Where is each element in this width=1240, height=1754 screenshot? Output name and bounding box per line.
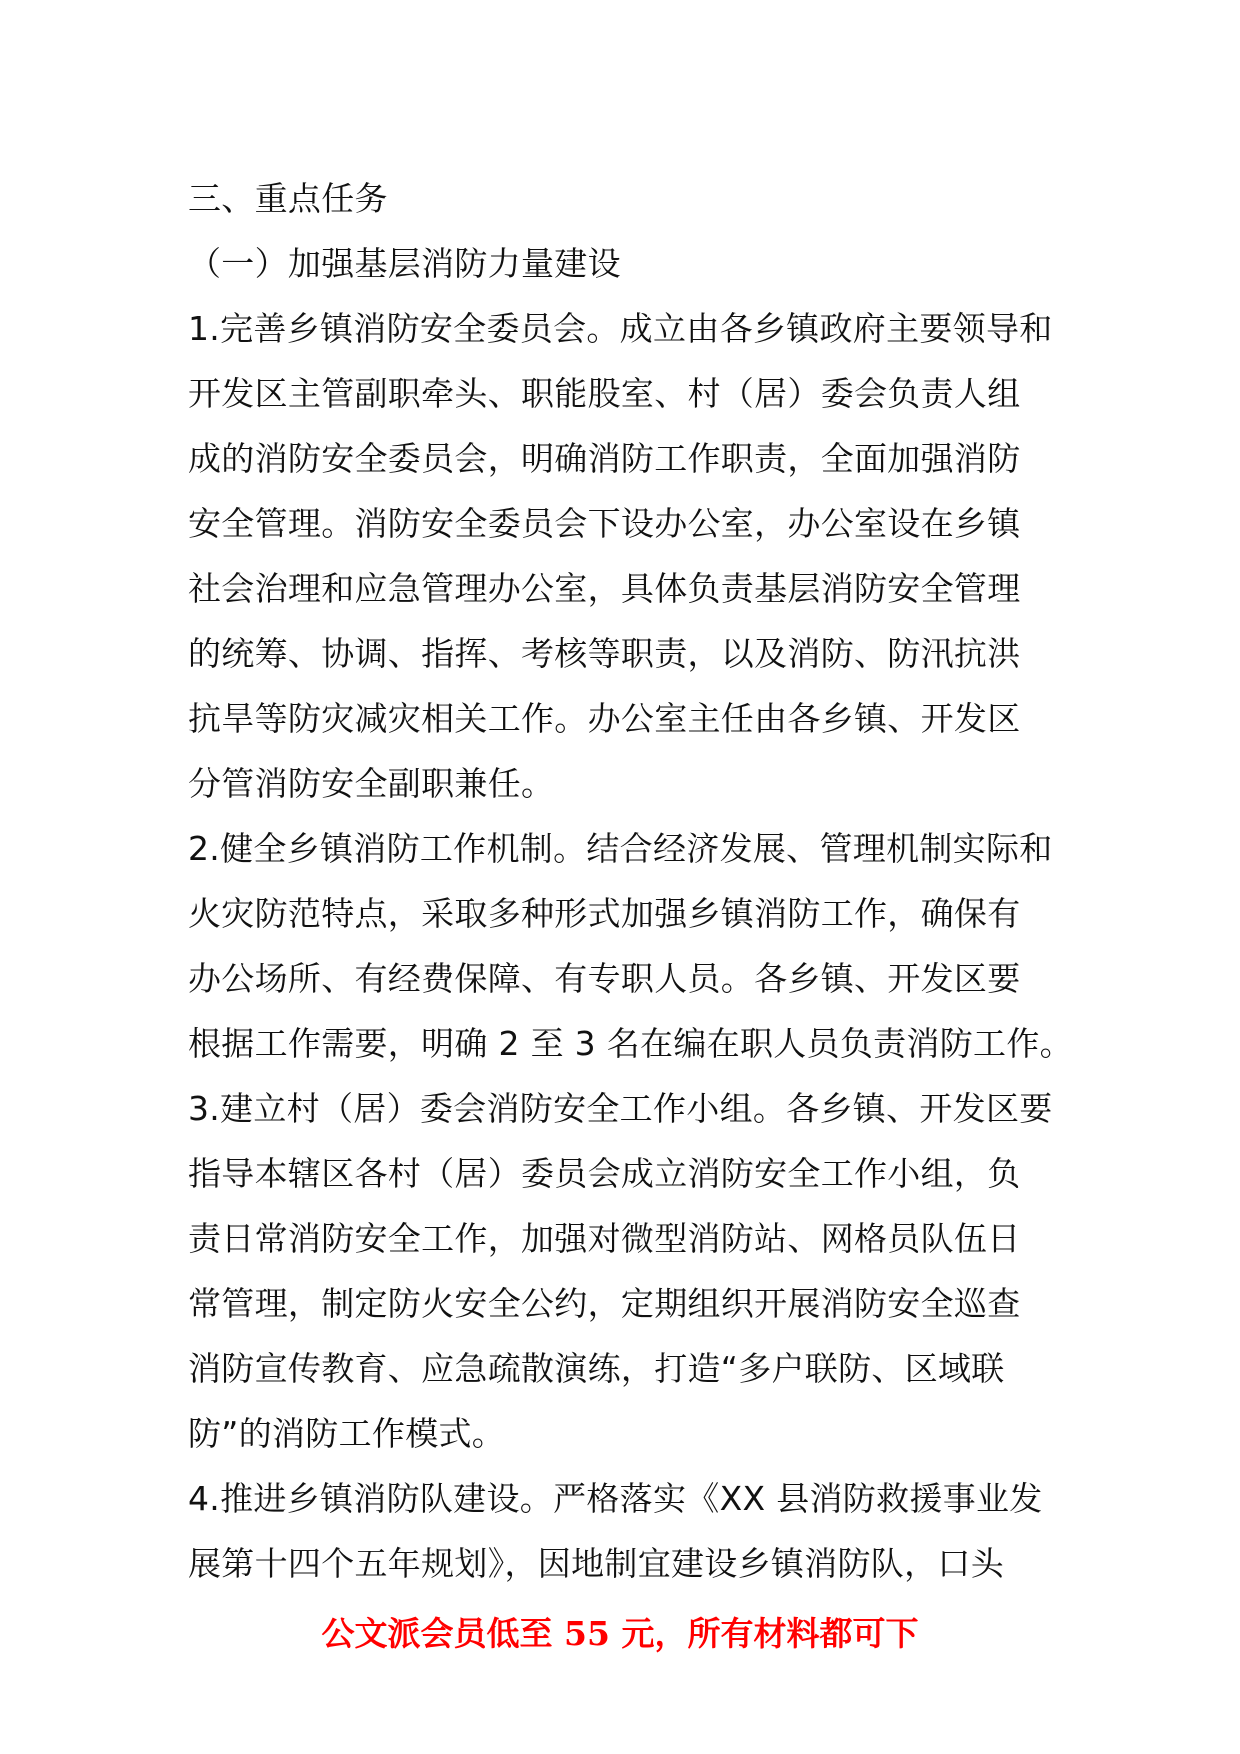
paragraph-line: 根据工作需要，明确 2 至 3 名在编在职人员负责消防工作。 bbox=[188, 1024, 1073, 1063]
section-heading: 三、重点任务 bbox=[188, 179, 388, 218]
paragraph-line: 分管消防安全副职兼任。 bbox=[188, 764, 555, 803]
paragraph-line: 消防宣传教育、应急疏散演练，打造“多户联防、区域联 bbox=[188, 1349, 1005, 1388]
paragraph-line: 开发区主管副职牵头、职能股室、村（居）委会负责人组 bbox=[188, 374, 1021, 413]
paragraph-line: 火灾防范特点，采取多种形式加强乡镇消防工作，确保有 bbox=[188, 894, 1021, 933]
paragraph-line: 展第十四个五年规划》，因地制宜建设乡镇消防队，口头 bbox=[188, 1544, 1004, 1583]
paragraph-line: 办公场所、有经费保障、有专职人员。各乡镇、开发区要 bbox=[188, 959, 1021, 998]
paragraph-line: 2.健全乡镇消防工作机制。结合经济发展、管理机制实际和 bbox=[188, 829, 1053, 868]
promo-footer: 公文派会员低至 55 元，所有材料都可下 bbox=[321, 1614, 919, 1653]
paragraph-line: 3.建立村（居）委会消防安全工作小组。各乡镇、开发区要 bbox=[188, 1089, 1053, 1128]
paragraph-line: 防”的消防工作模式。 bbox=[188, 1414, 506, 1453]
paragraph-line: 指导本辖区各村（居）委员会成立消防安全工作小组，负 bbox=[188, 1154, 1021, 1193]
subsection-heading: （一）加强基层消防力量建设 bbox=[188, 244, 621, 283]
paragraph-line: 4.推进乡镇消防队建设。严格落实《XX 县消防救援事业发 bbox=[188, 1479, 1043, 1518]
paragraph-line: 抗旱等防灾减灾相关工作。办公室主任由各乡镇、开发区 bbox=[188, 699, 1021, 738]
paragraph-line: 责日常消防安全工作，加强对微型消防站、网格员队伍日 bbox=[188, 1219, 1021, 1258]
document-body bbox=[188, 166, 1073, 1596]
paragraph-line: 成的消防安全委员会，明确消防工作职责，全面加强消防 bbox=[188, 439, 1021, 478]
paragraph-line: 常管理，制定防火安全公约，定期组织开展消防安全巡查 bbox=[188, 1284, 1021, 1323]
paragraph-line: 的统筹、协调、指挥、考核等职责，以及消防、防汛抗洪 bbox=[188, 634, 1021, 673]
paragraph-line: 安全管理。消防安全委员会下设办公室，办公室设在乡镇 bbox=[188, 504, 1021, 543]
paragraph-line: 社会治理和应急管理办公室，具体负责基层消防安全管理 bbox=[188, 569, 1021, 608]
paragraph-line: 1.完善乡镇消防安全委员会。成立由各乡镇政府主要领导和 bbox=[188, 309, 1053, 348]
